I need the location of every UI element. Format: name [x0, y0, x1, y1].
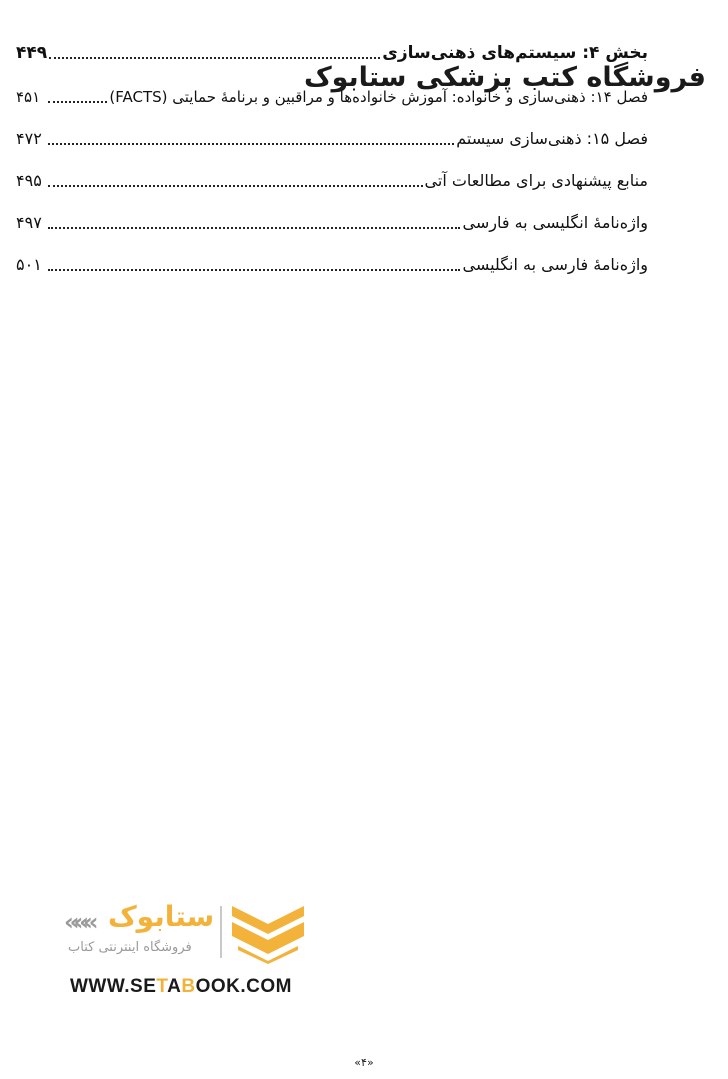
toc-row-glossary-fa-en[interactable]	[16, 246, 648, 276]
toc-leader-dots	[48, 143, 454, 145]
toc-page-number: ۴۴۹	[16, 43, 48, 63]
website-url: WWW.SETABOOK.COM	[70, 976, 292, 997]
toc-title: فصل ۱۵: ذهنی‌سازی سیستم	[456, 129, 648, 148]
toc-title: فصل ۱۴: ذهنی‌سازی و خانواده: آموزش خانواده‌ها و مراقبین و برنامهٔ حمایتی (FACTS)	[109, 88, 648, 106]
toc-row-chapter-15[interactable]	[16, 120, 648, 150]
toc-page-number: ۴۵۱	[16, 88, 41, 106]
brand-subtitle: فروشگاه اینترنتی کتاب	[68, 940, 192, 955]
page-number: «۴»	[354, 1056, 374, 1069]
toc-leader-dots	[48, 269, 460, 271]
toc-row-glossary-en-fa[interactable]	[16, 204, 648, 234]
brand-wordmark: ستابوک	[108, 900, 215, 933]
chevrons-icon: «««	[64, 908, 93, 936]
toc-row-further-reading[interactable]	[16, 162, 648, 192]
toc-title: واژه‌نامهٔ انگلیسی به فارسی	[462, 213, 648, 232]
toc-page-number: ۵۰۱	[16, 255, 42, 274]
watermark-text: فروشگاه کتب پزشکی ستابوک	[303, 62, 706, 93]
logo-divider	[220, 906, 222, 958]
toc-title: منابع پیشنهادی برای مطالعات آتی	[424, 171, 648, 190]
toc-leader-dots	[48, 227, 460, 229]
toc-leader-dots	[48, 101, 107, 103]
setabook-logo	[64, 900, 314, 1000]
toc-leader-dots	[49, 57, 380, 59]
toc-page-number: ۴۹۵	[16, 171, 42, 190]
toc-page-number: ۴۹۷	[16, 213, 42, 232]
toc-title: واژه‌نامهٔ فارسی به انگلیسی	[462, 255, 648, 274]
toc-title: بخش ۴: سیستم‌های ذهنی‌سازی	[382, 43, 648, 63]
toc-page-number: ۴۷۲	[16, 129, 42, 148]
chevron-stack-icon	[232, 906, 304, 964]
toc-row-part-4[interactable]	[16, 34, 648, 64]
toc-leader-dots	[48, 185, 423, 187]
